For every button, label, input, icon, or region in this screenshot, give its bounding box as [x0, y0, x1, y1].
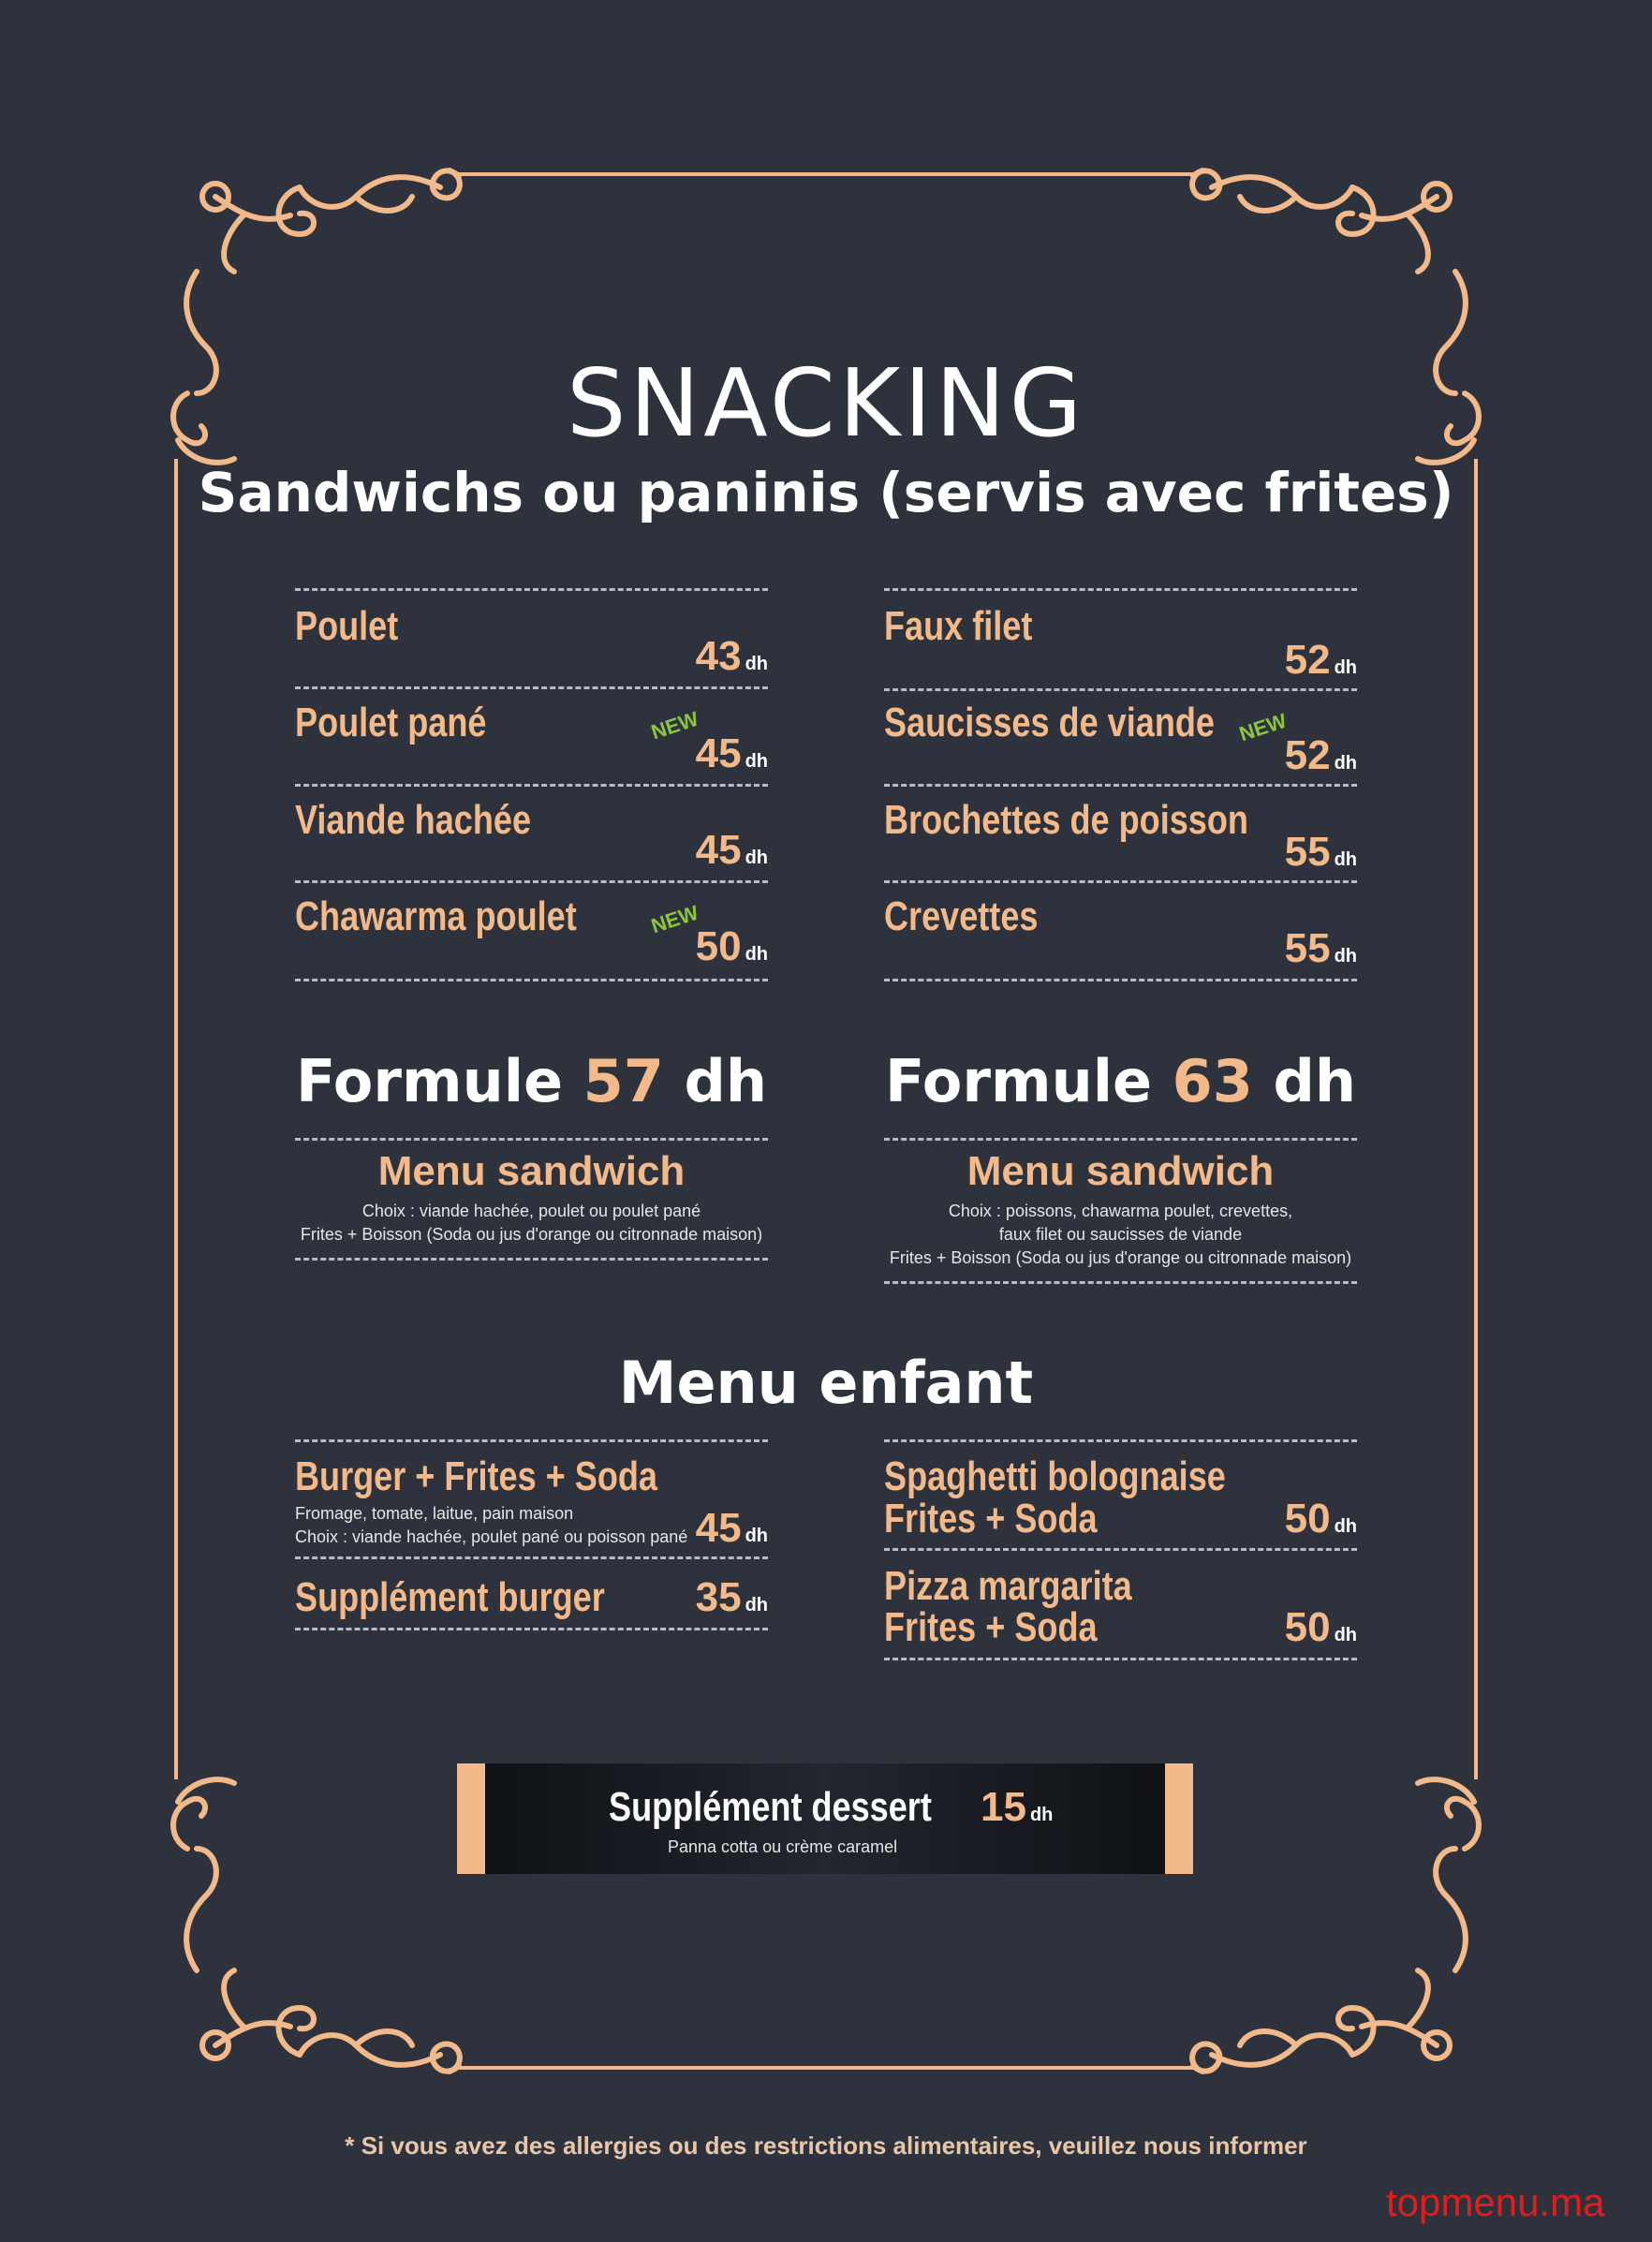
new-badge: NEW — [1236, 708, 1290, 746]
dessert-banner-left-cap — [457, 1763, 485, 1874]
item-price-crevettes: 55 dh — [1284, 925, 1357, 971]
menu-enfant-heading: Menu enfant — [618, 1349, 1034, 1417]
divider — [295, 1138, 768, 1141]
divider — [884, 880, 1357, 883]
item-name-spaghetti-bolognaise: Spaghetti bolognaise — [884, 1453, 1226, 1499]
item-name-poulet: Poulet — [295, 603, 399, 649]
item-name-burger-frites-soda: Burger + Frites + Soda — [295, 1453, 657, 1499]
item-price-viande-hachee: 45 dh — [695, 827, 768, 873]
item-name-supplement-burger: Supplément burger — [295, 1574, 605, 1620]
item-price-poulet-pane: 45 dh — [695, 730, 768, 776]
divider — [295, 1258, 768, 1261]
item-price-pizza-margarita: 50 dh — [1284, 1604, 1357, 1650]
divider — [884, 784, 1357, 787]
item-name-chawarma-poulet: Chawarma poulet — [295, 893, 577, 939]
divider — [884, 1439, 1357, 1442]
divider — [884, 688, 1357, 691]
formule-63-heading: Formule 63 dh — [884, 1047, 1357, 1115]
divider — [884, 1138, 1357, 1141]
new-badge: NEW — [648, 706, 701, 745]
frame-right-line — [1474, 459, 1478, 1779]
watermark: topmenu.ma — [1386, 2180, 1605, 2224]
item-name-viande-hachee: Viande hachée — [295, 797, 532, 843]
frame-top-line — [459, 172, 1193, 176]
allergy-note: * Si vous avez des allergies ou des restrictions alimentaires, veuillez nous informer — [345, 2131, 1307, 2160]
item-name-pizza-margarita: Pizza margarita — [884, 1563, 1132, 1609]
item-price-brochettes-de-poisson: 55 dh — [1284, 829, 1357, 875]
divider — [884, 979, 1357, 981]
divider — [295, 880, 768, 883]
divider — [295, 1556, 768, 1559]
item-price-burger-frites-soda: 45 dh — [695, 1505, 768, 1551]
dessert-name: Supplément dessert — [609, 1784, 932, 1830]
item-price-supplement-burger: 35 dh — [695, 1574, 768, 1620]
formule-63-menu-title: Menu sandwich — [966, 1148, 1275, 1194]
formule-57-heading: Formule 57 dh — [295, 1047, 768, 1115]
item-name-saucisses-de-viande: Saucisses de viande — [884, 700, 1215, 745]
new-badge: NEW — [648, 900, 701, 938]
item-price-chawarma-poulet: 50 dh — [695, 923, 768, 969]
divider — [295, 979, 768, 981]
item-name-poulet-pane: Poulet pané — [295, 700, 487, 745]
item-price-poulet: 43 dh — [695, 633, 768, 679]
divider — [295, 588, 768, 591]
item-name-spaghetti-frites-soda: Frites + Soda — [884, 1496, 1098, 1541]
divider — [295, 784, 768, 787]
formule-63-description: Choix : poissons, chawarma poulet, crevettes, faux filet ou saucisses de viande Frites + Boisson (Soda ou jus d'orange ou citronnade maison) — [889, 1202, 1352, 1267]
item-name-brochettes-de-poisson: Brochettes de poisson — [884, 797, 1248, 843]
divider — [295, 1628, 768, 1630]
divider — [295, 1439, 768, 1442]
page-title: SNACKING — [566, 348, 1086, 458]
item-price-saucisses-de-viande: 52 dh — [1284, 732, 1357, 778]
divider — [884, 588, 1357, 591]
corner-ornament-bottom-left-icon — [159, 1774, 478, 2083]
dessert-description: Panna cotta ou crème caramel — [668, 1837, 898, 1856]
item-price-faux-filet: 52 dh — [1284, 637, 1357, 683]
item-description-burger: Fromage, tomate, laitue, pain maison Choix : viande hachée, poulet pané ou poisson pané — [295, 1504, 688, 1546]
dessert-price: 15 dh — [981, 1784, 1054, 1830]
frame-left-line — [174, 459, 178, 1779]
divider — [884, 1281, 1357, 1284]
item-name-crevettes: Crevettes — [884, 893, 1039, 939]
item-price-spaghetti-bolognaise: 50 dh — [1284, 1496, 1357, 1541]
item-name-pizza-frites-soda: Frites + Soda — [884, 1604, 1098, 1650]
frame-bottom-line — [459, 2066, 1193, 2070]
divider — [884, 1548, 1357, 1551]
page-subtitle: Sandwichs ou paninis (servis avec frites) — [198, 461, 1454, 524]
divider — [295, 686, 768, 689]
corner-ornament-bottom-right-icon — [1174, 1774, 1493, 2083]
item-name-faux-filet: Faux filet — [884, 603, 1033, 649]
dessert-banner-right-cap — [1165, 1763, 1193, 1874]
formule-57-menu-title: Menu sandwich — [377, 1148, 686, 1194]
divider — [884, 1658, 1357, 1660]
formule-57-description: Choix : viande hachée, poulet ou poulet pané Frites + Boisson (Soda ou jus d'orange ou citronnade maison) — [300, 1202, 763, 1244]
